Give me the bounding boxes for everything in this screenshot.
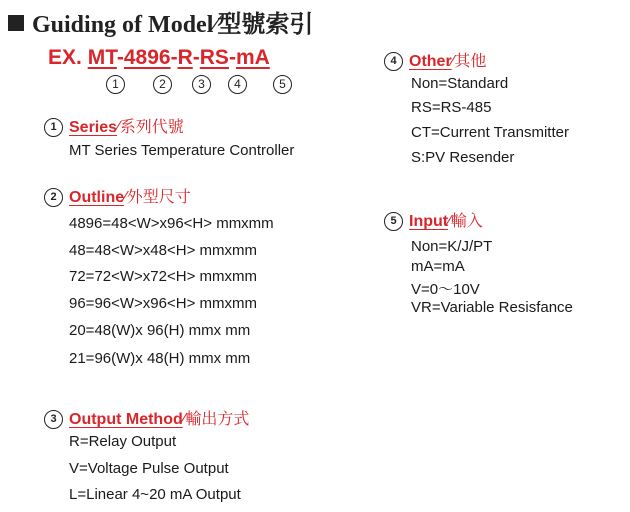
marker-1: 1 <box>106 75 125 94</box>
marker-2: 2 <box>153 75 172 94</box>
outline-line: 72=72<W>x72<H> mmxmm <box>69 268 257 285</box>
input-line: V=0～10V <box>411 281 480 298</box>
code-part-outline: 4896 <box>123 46 171 69</box>
section-number: 2 <box>44 188 63 207</box>
output-line: R=Relay Output <box>69 433 177 450</box>
code-part-output: R <box>177 46 193 69</box>
code-position-markers <box>106 75 306 95</box>
outline-line: 21=96(W)x 48(H) mmx mm <box>69 350 251 367</box>
input-line: VR=Variable Resisfance <box>411 299 573 316</box>
outline-line: 96=96<W>x96<H> mmxmm <box>69 295 257 312</box>
series-line: MT Series Temperature Controller <box>69 142 295 159</box>
code-dash: - <box>192 46 200 69</box>
section-number: 4 <box>384 52 403 71</box>
section-title-zh: ∕輸入 <box>448 213 483 230</box>
section-title-en: Output Method <box>69 411 183 428</box>
other-line: RS=RS-485 <box>411 99 492 116</box>
section-title-zh: ∕系列代號 <box>117 119 184 136</box>
input-line: mA=mA <box>411 258 465 275</box>
section-output-heading <box>44 406 249 429</box>
output-line: L=Linear 4~20 mA Output <box>69 486 241 503</box>
section-number: 1 <box>44 118 63 137</box>
code-dash: - <box>170 46 178 69</box>
other-line: S:PV Resender <box>411 149 515 166</box>
input-line: Non=K/J/PT <box>411 238 493 255</box>
outline-line: 4896=48<W>x96<H> mmxmm <box>69 215 274 232</box>
code-part-series: MT <box>87 46 117 69</box>
outline-line: 48=48<W>x48<H> mmxmm <box>69 242 257 259</box>
page-title <box>8 4 313 39</box>
marker-3: 3 <box>192 75 211 94</box>
section-title-zh: ∕外型尺寸 <box>124 189 191 206</box>
section-title-en: Series <box>69 119 118 136</box>
page-title-text: Guiding of Model∕型號索引 <box>32 12 314 38</box>
model-code-example <box>48 46 270 70</box>
code-prefix: EX. <box>48 46 82 69</box>
other-line: Non=Standard <box>411 75 509 92</box>
section-title-en: Outline <box>69 189 125 206</box>
code-part-other: RS <box>199 46 229 69</box>
other-line: CT=Current Transmitter <box>411 124 569 141</box>
output-line: V=Voltage Pulse Output <box>69 460 229 477</box>
code-dash: - <box>228 46 236 69</box>
section-other-heading <box>384 48 486 71</box>
marker-5: 5 <box>273 75 292 94</box>
section-title-zh: ∕輸出方式 <box>182 411 250 428</box>
square-bullet-icon <box>8 15 24 31</box>
code-dash: - <box>116 46 124 69</box>
section-series-heading <box>44 114 184 137</box>
outline-line: 20=48(W)x 96(H) mmx mm <box>69 322 251 339</box>
section-title-zh: ∕其他 <box>451 53 487 70</box>
section-number: 5 <box>384 212 403 231</box>
section-number: 3 <box>44 410 63 429</box>
section-outline-heading <box>44 184 191 207</box>
section-title-en: Input <box>409 213 449 230</box>
marker-4: 4 <box>228 75 247 94</box>
section-input-heading <box>384 208 483 231</box>
section-title-en: Other <box>409 53 452 70</box>
code-part-input: mA <box>235 46 270 69</box>
